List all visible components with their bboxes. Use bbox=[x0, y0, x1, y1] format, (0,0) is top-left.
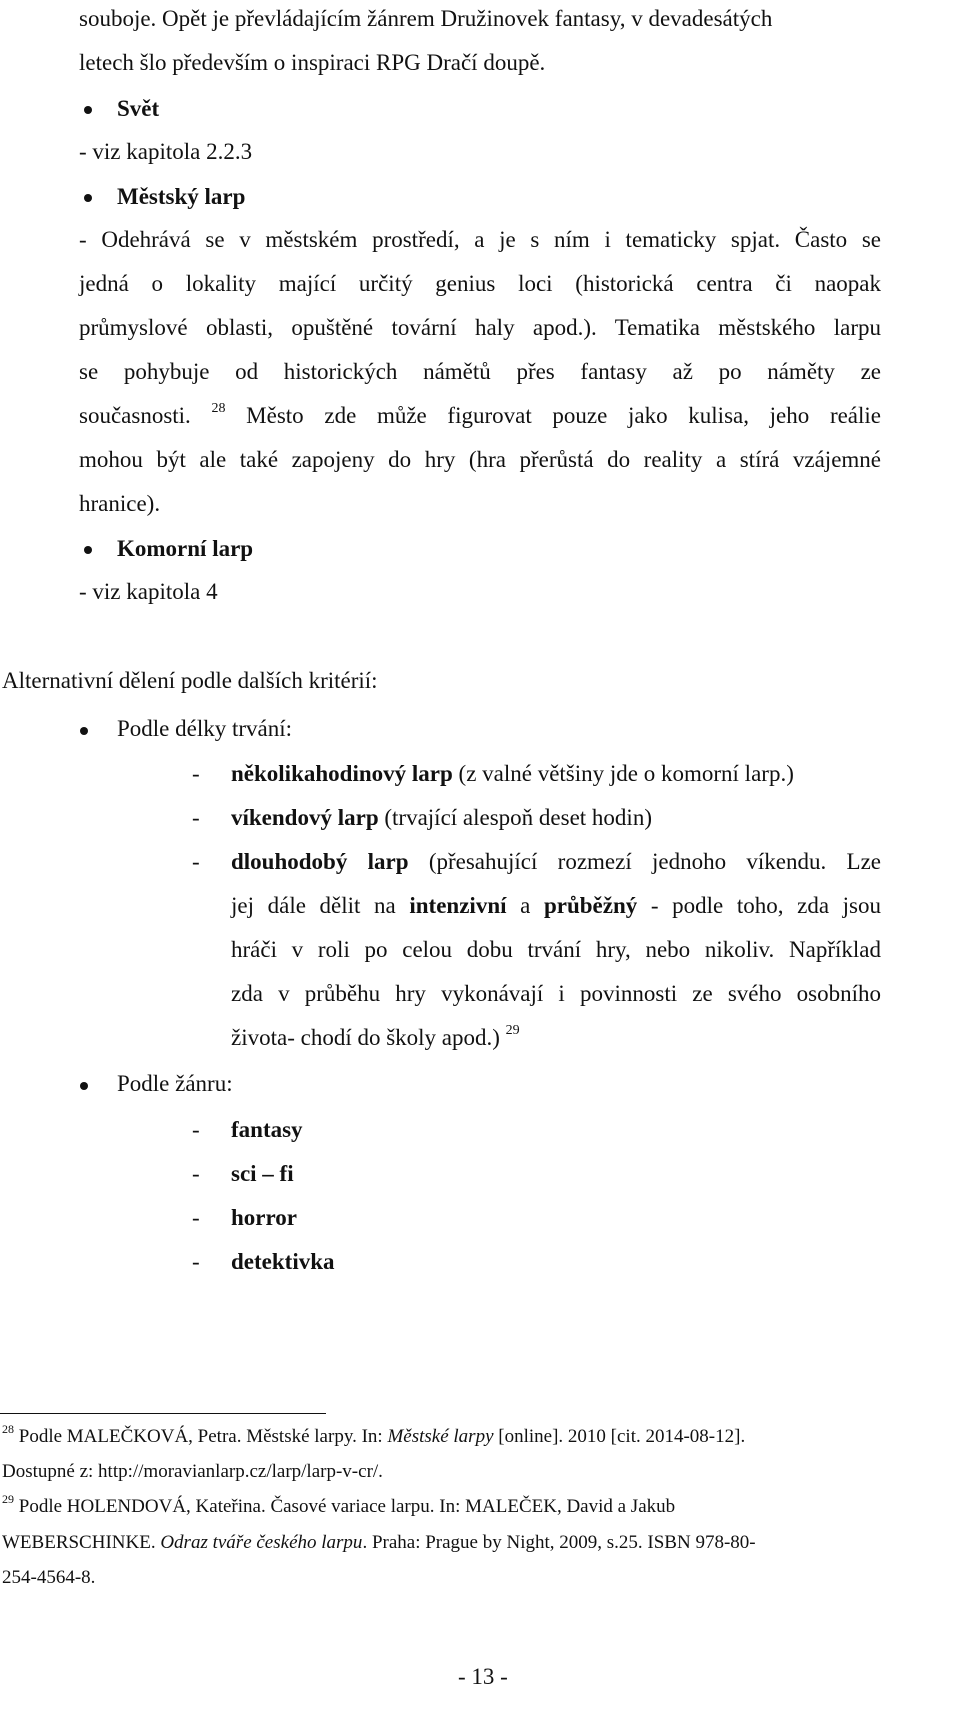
text-fragment: [online]. 2010 [cit. 2014-08-12]. bbox=[493, 1426, 746, 1447]
term-description: (přesahující rozmezí jednoho víkendu. Lze bbox=[408, 849, 881, 874]
footnote-number: 28 bbox=[2, 1421, 14, 1436]
term: intenzivní bbox=[409, 893, 507, 918]
text-fragment: současnosti. bbox=[79, 403, 191, 428]
text-fragment: WEBERSCHINKE. bbox=[2, 1532, 161, 1553]
body-text-line: hranice). bbox=[79, 491, 161, 516]
bullet-icon bbox=[80, 1082, 88, 1090]
text-fragment: a bbox=[506, 893, 544, 918]
dash-marker: - bbox=[192, 1249, 200, 1274]
footnote-29-line3: 254-4564-8. bbox=[2, 1567, 96, 1588]
dash-marker: - bbox=[192, 849, 200, 874]
list-item bbox=[231, 847, 881, 877]
page-number: - 13 - bbox=[458, 1664, 508, 1689]
body-text-line: jedná o lokality mající určitý genius loci (historická centra či naopak bbox=[79, 271, 881, 296]
footnote-number: 29 bbox=[2, 1491, 14, 1506]
body-text-line: souboje. Opět je převládajícím žánrem Družinovek fantasy, v devadesátých bbox=[79, 6, 773, 31]
section-title-mestsky-larp: Městský larp bbox=[117, 184, 246, 209]
term: dlouhodobý larp bbox=[231, 849, 409, 874]
chapter-reference: - viz kapitola 2.2.3 bbox=[79, 139, 253, 164]
list-item-continuation bbox=[231, 891, 881, 921]
term: víkendový larp bbox=[231, 805, 379, 830]
footnote-28-line2: Dostupné z: http://moravianlarp.cz/larp/larp-v-cr/. bbox=[2, 1461, 383, 1482]
list-item-continuation bbox=[231, 1023, 520, 1053]
term: průběžný bbox=[543, 893, 638, 918]
text-fragment: . Praha: Prague by Night, 2009, s.25. ISBN 978-80- bbox=[362, 1532, 756, 1553]
bullet-icon bbox=[80, 727, 88, 735]
footnote-29-line2 bbox=[2, 1530, 756, 1556]
list-item-continuation: hráči v roli po celou dobu trvání hry, nebo nikoliv. Například bbox=[231, 937, 881, 962]
genre-item: detektivka bbox=[231, 1249, 335, 1274]
term: několikahodinový larp bbox=[231, 761, 453, 786]
dash-marker: - bbox=[192, 1205, 200, 1230]
genre-item: horror bbox=[231, 1205, 298, 1230]
body-text-line: - Odehrává se v městském prostředí, a je s ním i tematicky spjat. Často se bbox=[79, 227, 881, 252]
body-text-line: letech šlo především o inspiraci RPG Dračí doupě. bbox=[79, 50, 546, 75]
dash-marker: - bbox=[192, 1161, 200, 1186]
text-fragment: Podle HOLENDOVÁ, Kateřina. Časové variace larpu. In: MALEČEK, David a Jakub bbox=[14, 1496, 676, 1517]
dash-marker: - bbox=[192, 761, 200, 786]
dash-marker: - bbox=[192, 1117, 200, 1142]
body-text-line bbox=[79, 401, 881, 431]
bullet-icon bbox=[84, 106, 92, 114]
dash-marker: - bbox=[192, 805, 200, 830]
list-item bbox=[231, 803, 652, 833]
footnote-28 bbox=[2, 1421, 746, 1450]
section-title-svet: Svět bbox=[117, 96, 160, 121]
text-fragment: Podle MALEČKOVÁ, Petra. Městské larpy. In: bbox=[14, 1426, 388, 1447]
footnote-reference-28: 28 bbox=[211, 401, 226, 417]
category-title-duration: Podle délky trvání: bbox=[117, 716, 293, 741]
text-fragment: života- chodí do školy apod.) bbox=[231, 1025, 500, 1050]
title-italic: Městské larpy bbox=[387, 1426, 494, 1447]
body-text-line: průmyslové oblasti, opuštěné tovární haly apod.). Tematika městského larpu bbox=[79, 315, 881, 340]
text-fragment: - podle toho, zda jsou bbox=[637, 893, 882, 918]
genre-item: fantasy bbox=[231, 1117, 303, 1142]
subheading-alternative-division: Alternativní dělení podle dalších kritérií: bbox=[2, 668, 378, 693]
footnote-29 bbox=[2, 1491, 676, 1520]
section-title-komorni-larp: Komorní larp bbox=[117, 536, 254, 561]
list-item bbox=[231, 759, 794, 789]
body-text-line: mohou být ale také zapojeny do hry (hra přerůstá do reality a stírá vzájemné bbox=[79, 447, 881, 472]
footnote-reference-29: 29 bbox=[505, 1023, 520, 1039]
footnote-separator bbox=[0, 1413, 326, 1414]
title-italic: Odraz tváře českého larpu bbox=[160, 1532, 363, 1553]
bullet-icon bbox=[84, 546, 92, 554]
body-text-line: se pohybuje od historických námětů přes fantasy až po náměty ze bbox=[79, 359, 881, 384]
category-title-genre: Podle žánru: bbox=[117, 1071, 233, 1096]
genre-item: sci – fi bbox=[231, 1161, 294, 1186]
chapter-reference: - viz kapitola 4 bbox=[79, 579, 218, 604]
term-description: (trvající alespoň deset hodin) bbox=[378, 805, 652, 830]
text-fragment: jej dále dělit na bbox=[231, 893, 410, 918]
term-description: (z valné většiny jde o komorní larp.) bbox=[452, 761, 794, 786]
text-fragment: Město zde může figurovat pouze jako kulisa, jeho reálie bbox=[225, 403, 882, 428]
bullet-icon bbox=[84, 194, 92, 202]
list-item-continuation: zda v průběhu hry vykonávají i povinnosti ze svého osobního bbox=[231, 981, 881, 1006]
